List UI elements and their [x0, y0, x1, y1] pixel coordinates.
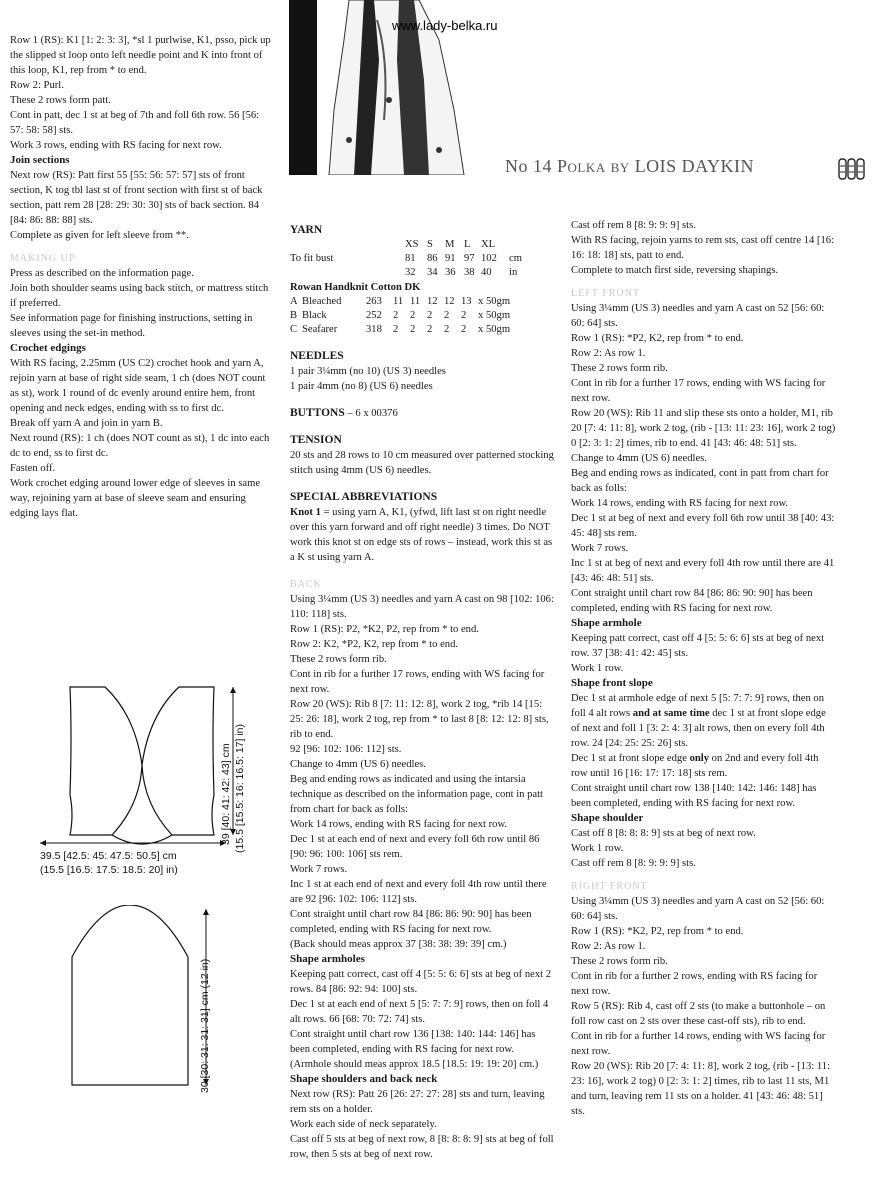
body-width-label: 39.5 [42.5: 45: 47.5: 50.5] cm: [40, 850, 177, 862]
yarn-qty: 2: [410, 310, 416, 321]
yarn-name: Rowan Handknit Cotton DK: [290, 282, 421, 293]
lf-cast-on: Using 3¼mm (US 3) needles and yarn A cast on 52 [56: 60: 60: 64] sts.: [571, 303, 825, 329]
rf-row5: Row 5 (RS): Rib 4, cast off 2 sts (to make a buttonhole – on foll row cast on 2 sts over these cast-off sts), rib to end.: [571, 1001, 826, 1027]
complete-note: Complete as given for left sleeve from **.: [10, 230, 189, 241]
back-work-14: Work 14 rows, ending with RS facing for next row.: [290, 819, 508, 830]
yarn-qty: 2: [393, 310, 399, 321]
yarn-icon: [838, 158, 866, 187]
yarn-qty: 13: [461, 296, 472, 307]
lf-cont-straight: Cont straight until chart row 84 [86: 86: 90: 90] has been completed, ending with RS facing for next row.: [571, 588, 813, 614]
tension-heading: TENSION: [290, 434, 342, 446]
lf-row20: Row 20 (WS): Rib 11 and slip these sts onto a holder, M1, rib 20 [7: 4: 11: 8], work 2 tog, (rib - [13: 11: 23: 16], work 2 tog) 0 [2: 3: 1: 2] times, rib to end. 41 [43: 46: 48: 51] sts.: [571, 408, 836, 449]
buttons-value: – 6 x 00376: [347, 408, 398, 419]
yarn-row: [290, 295, 510, 309]
bust-in-value: 36: [445, 267, 456, 278]
front-slope-heading: Shape front slope: [571, 677, 653, 689]
lf-work-14: Work 14 rows, ending with RS facing for next row.: [571, 498, 789, 509]
yarn-qty: 11: [393, 296, 404, 307]
yarn-code: 263: [366, 296, 382, 307]
left-column: [10, 33, 275, 521]
rf-row20: Row 20 (WS): Rib 20 [7: 4: 11: 8], work 2 tog, (rib - [13: 11: 23: 16], work 2 tog) 0 [2: 3: 1: 2] times, rib to last 11 sts, M1 and turn, leaving rem 11 sts on a holder. 41 [43: 46: 48: 51] sts.: [571, 1061, 831, 1117]
crochet-instruction: With RS facing, 2.25mm (US C2) crochet hook and yarn A, rejoin yarn at base of right side seam, 1 ch (does NOT count as st), work 1 round of dc evenly around entire hem, front opening and neck edges, ending with ss to first dc.: [10, 358, 266, 414]
slope-emphasis: only: [689, 753, 709, 764]
fasten-off-note: Fasten off.: [10, 463, 56, 474]
lf-slope-only: [571, 751, 836, 781]
rf-rib-continue: Cont in rib for a further 2 rows, ending with RS facing for next row.: [571, 971, 818, 997]
join-seams-note: Join both shoulder seams using back stitch, or mattress stitch if preferred.: [10, 283, 269, 309]
slope-emphasis: and at same time: [632, 708, 710, 719]
yarn-unit: x 50gm: [478, 324, 511, 335]
bust-cm-value: 91: [445, 253, 456, 264]
yarn-code: 252: [366, 310, 382, 321]
needles-heading: NEEDLES: [290, 350, 344, 362]
size-xl: XL: [481, 239, 496, 250]
slope-text: Dec 1 st at armhole edge of next 5 [5: 7: 7: 9] rows, then on foll 4 alt rows: [571, 693, 825, 719]
sleeve-height-label: 30 [30: 31: 31: 31] cm (12 in): [199, 958, 211, 1093]
pattern-title: [505, 156, 754, 177]
back-inc: Inc 1 st at each end of next and every foll 4th row until there are 92 [96: 102: 106: 112] sts.: [290, 879, 547, 905]
middle-column: [290, 223, 555, 1162]
sleeve-edging-note: Work crochet edging around lower edge of sleeves in same way, rejoining yarn at base of sleeve seam and ensuring edging lays flat.: [10, 478, 261, 519]
back-heading: BACK: [290, 579, 322, 590]
back-measure: (Back should meas approx 37 [38: 38: 39: 39] cm.): [290, 939, 507, 950]
yarn-row: [290, 309, 510, 323]
row2-instruction: Row 2: Purl.: [10, 80, 64, 91]
join-instruction: Next row (RS): Patt first 55 [55: 56: 57: 57] sts of front section, K tog tbl last st of front section with first st of back section, patt rem 28 [28: 29: 30: 30] sts of back section. 84 [84: 86: 88: 88] sts.: [10, 170, 263, 226]
shoulders-cast-off: Cast off 5 sts at beg of next row, 8 [8: 8: 8: 9] sts at beg of foll row, then 5 sts at beg of next row.: [290, 1134, 554, 1160]
yarn-unit: x 50gm: [478, 296, 511, 307]
lf-slope-dec: [571, 691, 836, 751]
yarn-qty: 2: [461, 310, 467, 321]
size-table: [290, 238, 522, 280]
lf-shoulder-work-1: Work 1 row.: [571, 843, 624, 854]
rf-row1: Row 1 (RS): *K2, P2, rep from * to end.: [571, 926, 744, 937]
site-watermark[interactable]: www.lady-belka.ru: [392, 18, 498, 33]
back-rib-continue: Cont in rib for a further 17 rows, ending with WS facing for next row.: [290, 669, 545, 695]
needles-line2: 1 pair 4mm (no 8) (US 6) needles: [290, 381, 433, 392]
yarn-code: 318: [366, 324, 382, 335]
shoulder-heading: Shape shoulder: [571, 812, 644, 824]
back-cast-off-rem: Cast off rem 8 [8: 9: 9: 9] sts.: [571, 220, 696, 231]
armholes-heading: Shape armholes: [290, 953, 365, 965]
back-intarsia: Beg and ending rows as indicated and using the intarsia technique as described on the information page, cont in patt from chart for back as folls:: [290, 774, 543, 815]
buttons-heading: BUTTONS: [290, 407, 345, 419]
sleeve-diagram: [60, 905, 230, 1095]
row1-instruction: Row 1 (RS): K1 [1: 2: 3: 3], *sl 1 purlwise, K1, psso, pick up the slipped st loop onto left needle point and K into front of this loop, K1, rep from * to end.: [10, 35, 271, 76]
next-round-instruction: Next round (RS): 1 ch (does NOT count as st), 1 dc into each dc to end, ss to first dc.: [10, 433, 270, 459]
title-author: LOIS DAYKIN: [634, 156, 755, 176]
bust-cm-value: 102: [481, 253, 497, 264]
yarn-colour: Seafarer: [302, 324, 338, 335]
yarn-qty: 2: [410, 324, 416, 335]
yarn-qty: 11: [410, 296, 421, 307]
lf-inc: Inc 1 st at beg of next and every foll 4th row until there are 41 [43: 46: 48: 51] sts.: [571, 558, 835, 584]
body-diagram: [30, 675, 260, 880]
bust-in-value: 38: [464, 267, 475, 278]
bust-in-value: 32: [405, 267, 416, 278]
right-front-heading: RIGHT FRONT: [571, 881, 648, 892]
yarn-qty: 2: [444, 310, 450, 321]
back-work-7: Work 7 rows.: [290, 864, 348, 875]
back-cont-straight: Cont straight until chart row 84 [86: 86: 90: 90] has been completed, ending with RS facing for next row.: [290, 909, 532, 935]
back-cast-on: Using 3¼mm (US 3) needles and yarn A cast on 98 [102: 106: 110: 118] sts.: [290, 594, 554, 620]
yarn-qty: 12: [444, 296, 455, 307]
making-up-heading: MAKING UP: [10, 253, 76, 264]
press-note: Press as described on the information page.: [10, 268, 194, 279]
decrease-note: Cont in patt, dec 1 st at beg of 7th and foll 6th row. 56 [56: 57: 58: 58] sts.: [10, 110, 260, 136]
abbreviations-heading: SPECIAL ABBREVIATIONS: [290, 491, 438, 503]
yarn-row: [290, 323, 510, 337]
lf-rib-continue: Cont in rib for a further 17 rows, ending with WS facing for next row.: [571, 378, 826, 404]
bust-cm-value: 97: [464, 253, 475, 264]
title-name: Polka: [557, 156, 606, 176]
armholes-cont: Cont straight until chart row 136 [138: 140: 144: 146] has been completed, ending with RS facing for next row. (Armhole should meas approx 18.5 [18.5: 19: 19: 20] cm.): [290, 1029, 539, 1070]
abbrev-definition: = using yarn A, K1, (yfwd, lift last st on right needle over this yarn forward and off right needle) 3 times. Do NOT work this knot st on edge sts of rows – instead, work this st as a K st using yarn A.: [290, 507, 553, 563]
rf-row2: Row 2: As row 1.: [571, 941, 646, 952]
rf-rib-note: These 2 rows form rib.: [571, 956, 668, 967]
yarn-qty: 2: [444, 324, 450, 335]
left-front-heading: LEFT FRONT: [571, 288, 640, 299]
slope-text: dec 1 st at front slope edge of next and foll 1 [3: 2: 4: 3] alt rows, then on every foll 4th row. 24 [24: 25: 25: 26] sts.: [571, 708, 826, 749]
lf-work-1: Work 1 row.: [571, 663, 624, 674]
body-height-label: 39 [40: 41: 42: 43] cm: [220, 743, 232, 845]
bust-in-value: 40: [481, 267, 492, 278]
rf-cast-on: Using 3¼mm (US 3) needles and yarn A cast on 52 [56: 60: 60: 64] sts.: [571, 896, 825, 922]
title-by: by: [610, 156, 630, 176]
yarn-colour: Black: [302, 310, 327, 321]
lf-row1: Row 1 (RS): *P2, K2, rep from * to end.: [571, 333, 744, 344]
yarn-colour: Bleached: [302, 296, 342, 307]
bust-in-value: 34: [427, 267, 438, 278]
armhole-heading: Shape armhole: [571, 617, 642, 629]
lf-work-7: Work 7 rows.: [571, 543, 629, 554]
rf-rib-14: Cont in rib for a further 14 rows, ending with WS facing for next row.: [571, 1031, 826, 1057]
back-dec: Dec 1 st at each end of next and every foll 6th row until 86 [90: 96: 100: 106] sts rem.: [290, 834, 540, 860]
lf-change-needles: Change to 4mm (US 6) needles.: [571, 453, 707, 464]
lf-beg-end: Beg and ending rows as indicated, cont in patt from chart for back as folls:: [571, 468, 829, 494]
shoulders-each-side: Work each side of neck separately.: [290, 1119, 437, 1130]
tension-text: 20 sts and 28 rows to 10 cm measured over patterned stocking stitch using 4mm (US 6) needles.: [290, 450, 554, 476]
lf-row2: Row 2: As row 1.: [571, 348, 646, 359]
slope-text: Dec 1 st at front slope edge: [571, 753, 690, 764]
size-s: S: [427, 239, 433, 250]
yarn-qty: 2: [393, 324, 399, 335]
back-st-count: 92 [96: 102: 106: 112] sts.: [290, 744, 402, 755]
lf-rib-note: These 2 rows form rib.: [571, 363, 668, 374]
size-xs: XS: [405, 239, 419, 250]
yarn-letter: B: [290, 310, 298, 321]
yarn-unit: x 50gm: [478, 310, 511, 321]
lf-cont-chart: Cont straight until chart row 138 [140: 142: 146: 148] has been completed, ending with RS facing for next row.: [571, 783, 817, 809]
finishing-note: See information page for finishing instructions, setting in sleeves using the set-in method.: [10, 313, 253, 339]
yarn-qty: 12: [427, 296, 438, 307]
yarn-qty: 2: [427, 324, 433, 335]
back-complete: Complete to match first side, reversing shapings.: [571, 265, 779, 276]
yarn-letter: C: [290, 324, 298, 335]
bust-cm-value: 86: [427, 253, 438, 264]
yarn-qty: 2: [461, 324, 467, 335]
shoulders-next-row: Next row (RS): Patt 26 [26: 27: 27: 28] sts and turn, leaving rem sts on a holder.: [290, 1089, 545, 1115]
bust-label: To fit bust: [290, 253, 334, 264]
size-m: M: [445, 239, 455, 250]
lf-armhole-cast-off: Keeping patt correct, cast off 4 [5: 5: 6: 6] sts at beg of next row. 37 [38: 41: 42: 45] sts.: [571, 633, 825, 659]
back-row2: Row 2: K2, *P2, K2, rep from * to end.: [290, 639, 459, 650]
armholes-dec: Dec 1 st at each end of next 5 [5: 7: 7: 9] rows, then on foll 4 alt rows. 66 [68: 70: 72: 74] sts.: [290, 999, 549, 1025]
back-change-needles: Change to 4mm (US 6) needles.: [290, 759, 426, 770]
body-height-label-in: (15.5 [15.5: 16: 16.5: 17] in): [234, 723, 246, 853]
back-rejoin: With RS facing, rejoin yarns to rem sts, cast off centre 14 [16: 16: 18: 18] sts, patt to end.: [571, 235, 834, 261]
unit-in: in: [509, 267, 518, 278]
title-number: No 14: [505, 156, 552, 176]
back-row20: Row 20 (WS): Rib 8 [7: 11: 12: 8], work 2 tog, *rib 14 [15: 25: 26: 18], work 2 tog, rep from * to last 8 [8: 12: 12: 8] sts, rib to end.: [290, 699, 549, 740]
lf-dec: Dec 1 st at beg of next and every foll 6th row until 38 [40: 43: 45: 48] sts rem.: [571, 513, 835, 539]
join-sections-heading: Join sections: [10, 154, 70, 166]
slope-text: on 2nd and every foll 4th row until 16 [16: 17: 17: 18] sts rem.: [571, 753, 819, 779]
shoulders-heading: Shape shoulders and back neck: [290, 1073, 438, 1085]
patt-note: These 2 rows form patt.: [10, 95, 111, 106]
break-yarn-note: Break off yarn A and join in yarn B.: [10, 418, 163, 429]
crochet-heading: Crochet edgings: [10, 342, 86, 354]
bust-cm-value: 81: [405, 253, 416, 264]
body-width-label-in: (15.5 [16.5: 17.5: 18.5: 20] in): [40, 864, 178, 876]
yarn-qty: 2: [427, 310, 433, 321]
work-rows-note: Work 3 rows, ending with RS facing for next row.: [10, 140, 222, 151]
armholes-cast-off: Keeping patt correct, cast off 4 [5: 5: 6: 6] sts at beg of next 2 rows. 84 [86: 92: 94: 100] sts.: [290, 969, 552, 995]
right-column: [571, 218, 836, 1119]
yarn-heading: YARN: [290, 224, 323, 236]
size-l: L: [464, 239, 471, 250]
needles-line1: 1 pair 3¼mm (no 10) (US 3) needles: [290, 366, 446, 377]
lf-shoulder-cast-off: Cast off 8 [8: 8: 8: 9] sts at beg of next row.: [571, 828, 756, 839]
lf-shoulder-rem: Cast off rem 8 [8: 9: 9: 9] sts.: [571, 858, 696, 869]
back-row1: Row 1 (RS): P2, *K2, P2, rep from * to end.: [290, 624, 479, 635]
abbrev-term: Knot 1: [290, 507, 321, 518]
yarn-letter: A: [290, 296, 298, 307]
back-rib-note: These 2 rows form rib.: [290, 654, 387, 665]
unit-cm: cm: [509, 253, 522, 264]
yarn-table: [290, 295, 510, 337]
